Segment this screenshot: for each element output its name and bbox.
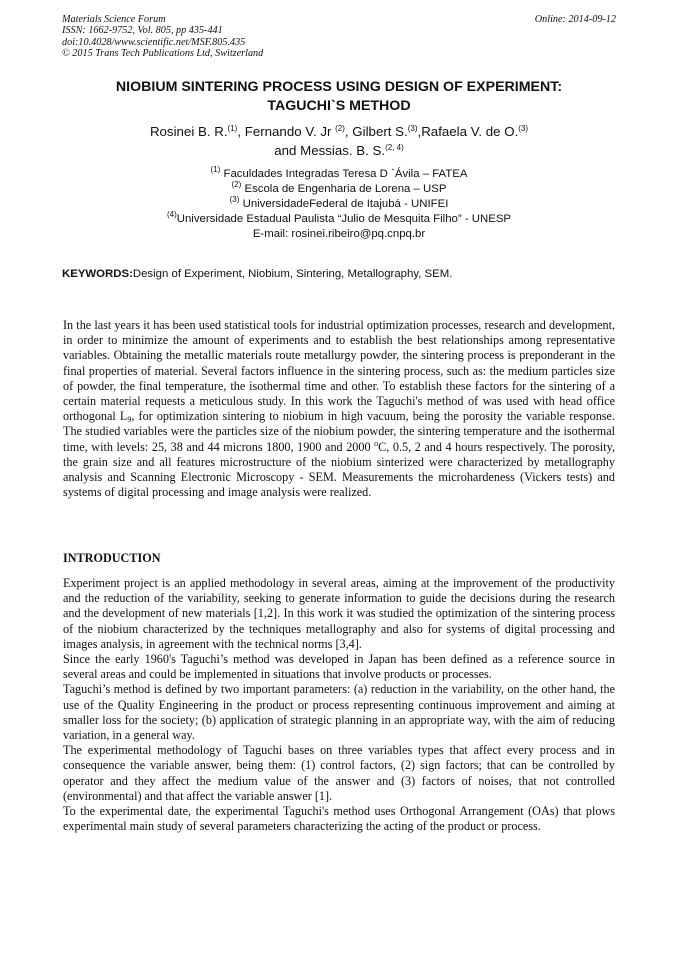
abstract-text: , for optimization sintering to niobium in high vacuum, being the porosity the variable response. The studied variables were the particles size of the niobium powder, the sintering temperature and the isothermal time, with levels: 25, 38 and 44 microns 1800, 1900 and 2000 [63, 409, 615, 454]
author-affil-ref: (3) [518, 124, 529, 133]
author-name: , Gilbert S. [344, 124, 408, 139]
doi-line: doi:10.4028/www.scientific.net/MSF.805.435 [62, 36, 246, 48]
affiliation-ref: (2) [231, 180, 242, 189]
author-list [62, 122, 616, 160]
author-affil-ref: (2) [335, 124, 345, 133]
affiliation-text: Escola de Engenharia de Lorena – USP [244, 183, 447, 195]
abstract [63, 318, 615, 500]
email-line: E-mail: rosinei.ribeiro@pq.cnpq.br [252, 228, 426, 240]
author-line-2 [62, 141, 616, 160]
affiliation-list [62, 167, 616, 242]
author-affil-ref: (3) [407, 124, 418, 133]
affiliation-item [62, 197, 616, 212]
affiliation-text: Universidade Estadual Paulista “Julio de Mesquita Filho” - UNESP [176, 213, 512, 225]
author-name: ,Rafaela V. de O. [417, 124, 519, 139]
author-line-1 [62, 122, 616, 141]
author-name: Rosinei B. R. [149, 124, 228, 139]
abstract-text: C, 0.5, 2 and 4 hours respectively. The porosity, the grain size and all features microstructure of the niobium sinterized were characterized by metallography analysis and Scanning Electronic Microscopy - SEM. Measurements the microhardeness (Vickers tests) and systems of digital processing and image analysis were realized. [63, 439, 615, 500]
affiliation-text: Faculdades Integradas Teresa D `Ávila – FATEA [223, 168, 468, 180]
introduction-body [63, 576, 615, 834]
keywords-label: KEYWORDS: [62, 268, 133, 280]
title-line-2: TAGUCHI`S METHOD [267, 98, 411, 114]
affiliation-item [62, 182, 616, 197]
paragraph: The experimental methodology of Taguchi bases on three variables types that affect every process and in consequence the variable answer, being them: (1) control factors, (2) sign factors; that can be controlled by operator and they affect the medium value of the answer and (3) factors of noises, that not controlled (environmental) and that affect the variable answer [1]. [63, 743, 615, 803]
issn-line: ISSN: 1662-9752, Vol. 805, pp 435-441 [62, 25, 223, 37]
paragraph: Experiment project is an applied methodology in several areas, aiming at the improvement of the productivity and the reduction of the variability, seeking to generate information to guide the decisions during the research and the development of new materials [1,2]. In this work it was studied the optimization of the sintering process of the niobium characterized by the techniques metallography and also for systems of digital processing and images analysis, in agreement with the technical norms [3,4]. [63, 576, 615, 651]
journal-name: Materials Science Forum [62, 14, 166, 25]
paragraph: Since the early 1960's Taguchi’s method was developed in Japan has been defined as a reference source in several areas and could be implemented in situations that involve products or processes. [63, 652, 615, 682]
keywords-text: Design of Experiment, Niobium, Sintering, Metallography, SEM. [132, 268, 453, 280]
affiliation-item [62, 167, 616, 182]
abstract-subscript: 9 [127, 415, 132, 425]
keywords [62, 268, 622, 280]
paragraph: Taguchi’s method is defined by two important parameters: (a) reduction in the variability, on the other hand, the use of the Quality Engineering in the product or process representing continuous improvement and aiming at smaller loss for the society; (b) application of strategic planning in an appropriate way, with the aim of reducing variation, in a general way. [63, 682, 615, 743]
author-name: , Fernando V. Jr [237, 124, 336, 139]
paragraph: To the experimental date, the experimental Taguchi's method uses Orthogonal Arrangement (OAs) that plows experimental main study of several parameters characterizing the acting of the product or process. [63, 804, 615, 834]
affiliation-text: UniversidadeFederal de Itajubá - UNIFEI [242, 198, 449, 210]
affiliation-ref: (3) [229, 195, 240, 204]
online-date: Online: 2014-09-12 [534, 14, 616, 25]
author-name: and Messias. B. S. [274, 143, 386, 158]
affiliation-ref: (1) [210, 165, 221, 174]
publication-info [62, 14, 263, 59]
copyright-line: © 2015 Trans Tech Publications Ltd, Switzerland [62, 47, 264, 59]
author-affil-ref: (2, 4) [385, 143, 404, 152]
author-affil-ref: (1) [227, 124, 238, 133]
abstract-superscript: o [374, 438, 379, 448]
affiliation-item [62, 212, 616, 227]
paper-title [62, 78, 616, 116]
section-heading: INTRODUCTION [63, 551, 161, 565]
title-line-1: NIOBIUM SINTERING PROCESS USING DESIGN OF EXPERIMENT: [115, 79, 563, 95]
abstract-text: In the last years it has been used statistical tools for industrial optimization processes, research and development, in order to minimize the amount of experiments and to establish the best relationships among representative variables. Obtaining the metallic materials route metallurgy powder, the sintering process is preponderant in the final properties of material. Several factors influence in the sintering process, such as: the medium particles size of powder, the final temperature, the isothermal time and other. To establish these factors for the sintering of a certain material requests a meticulous study. In this work the Taguchi's method of was used with head office orthogonal L [63, 318, 615, 424]
affiliation-ref: (4) [166, 210, 177, 219]
